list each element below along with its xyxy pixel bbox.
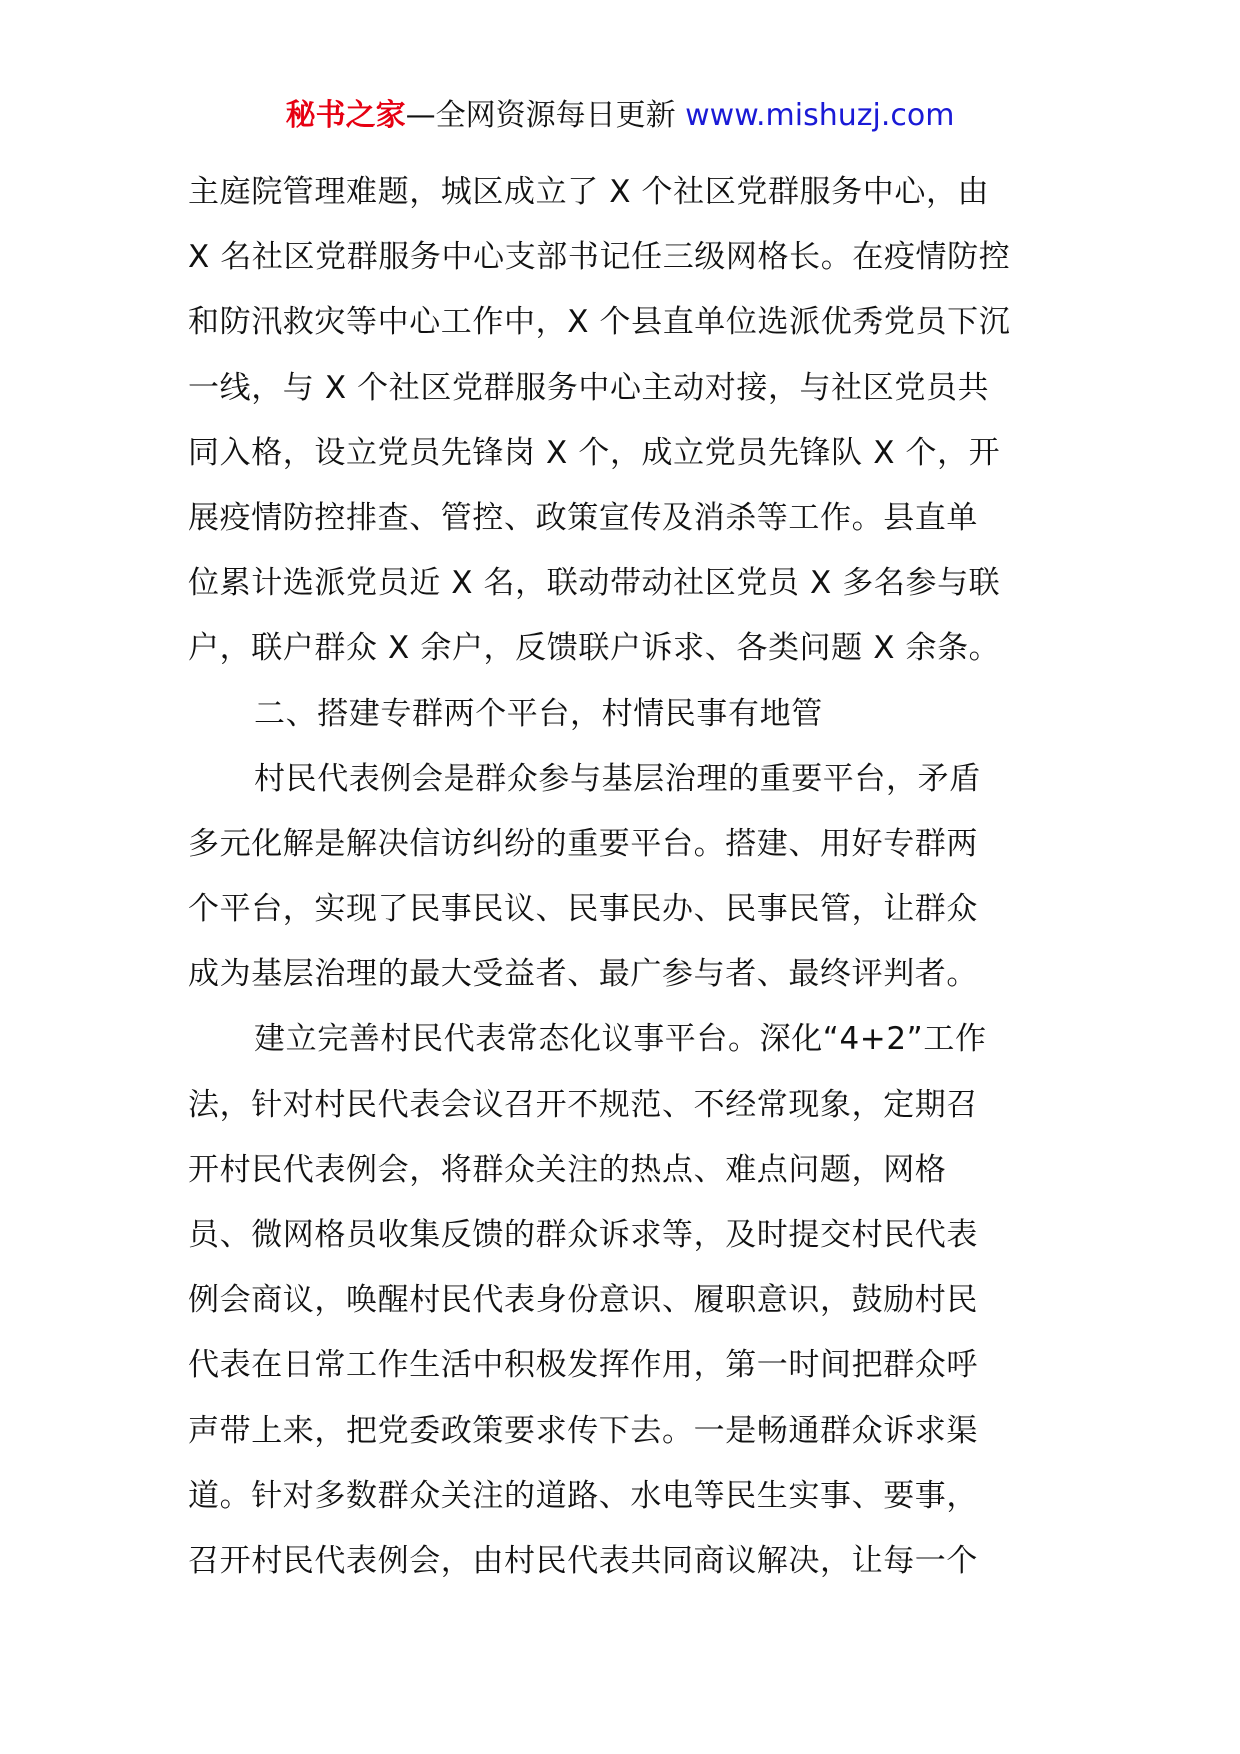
text-line: 成为基层治理的最大受益者、最广参与者、最终评判者。	[188, 956, 978, 993]
site-header	[0, 96, 1240, 136]
text-line: 主庭院管理难题，城区成立了 X 个社区党群服务中心，由	[188, 174, 990, 210]
text-line: 召开村民代表例会，由村民代表共同商议解决，让每一个	[188, 1542, 978, 1579]
text-line: 员、微网格员收集反馈的群众诉求等，及时提交村民代表	[188, 1217, 978, 1253]
text-line: 个平台，实现了民事民议、民事民办、民事民管，让群众	[188, 891, 978, 928]
paragraph-start-line: 村民代表例会是群众参与基层治理的重要平台，矛盾	[254, 760, 981, 797]
text-line: 例会商议，唤醒村民代表身份意识、履职意识，鼓励村民	[188, 1282, 978, 1319]
paragraph-start-line: 建立完善村民代表常态化议事平台。深化“4+2”工作	[254, 1021, 987, 1058]
text-line: 位累计选派党员近 X 名，联动带动社区党员 X 多名参与联	[188, 565, 1001, 602]
brand-name: 秘书之家	[285, 98, 406, 133]
text-line: 声带上来，把党委政策要求传下去。一是畅通群众诉求渠	[188, 1412, 978, 1449]
text-line: X 名社区党群服务中心支部书记任三级网格长。在疫情防控	[188, 239, 1011, 276]
site-url[interactable]: www.mishuzj.com	[685, 98, 955, 133]
text-line: 户，联户群众 X 余户，反馈联户诉求、各类问题 X 余条。	[188, 630, 1001, 667]
header-tagline: —全网资源每日更新	[405, 98, 686, 133]
document-body	[188, 160, 1054, 1594]
text-line: 多元化解是解决信访纠纷的重要平台。搭建、用好专群两	[188, 825, 978, 862]
text-line: 同入格，设立党员先锋岗 X 个，成立党员先锋队 X 个，开	[188, 434, 1001, 471]
text-line: 展疫情防控排查、管控、政策宣传及消杀等工作。县直单	[188, 499, 978, 536]
text-line: 一线，与 X 个社区党群服务中心主动对接，与社区党员共	[188, 369, 990, 406]
text-line: 和防汛救灾等中心工作中，X 个县直单位选派优秀党员下沉	[188, 304, 1011, 341]
text-line: 代表在日常工作生活中积极发挥作用，第一时间把群众呼	[188, 1347, 978, 1384]
text-line: 开村民代表例会，将群众关注的热点、难点问题，网格	[188, 1151, 947, 1188]
text-line: 道。针对多数群众关注的道路、水电等民生实事、要事，	[188, 1477, 978, 1514]
section-heading: 二、搭建专群两个平台，村情民事有地管	[254, 695, 823, 732]
text-line: 法，针对村民代表会议召开不规范、不经常现象，定期召	[188, 1086, 978, 1123]
